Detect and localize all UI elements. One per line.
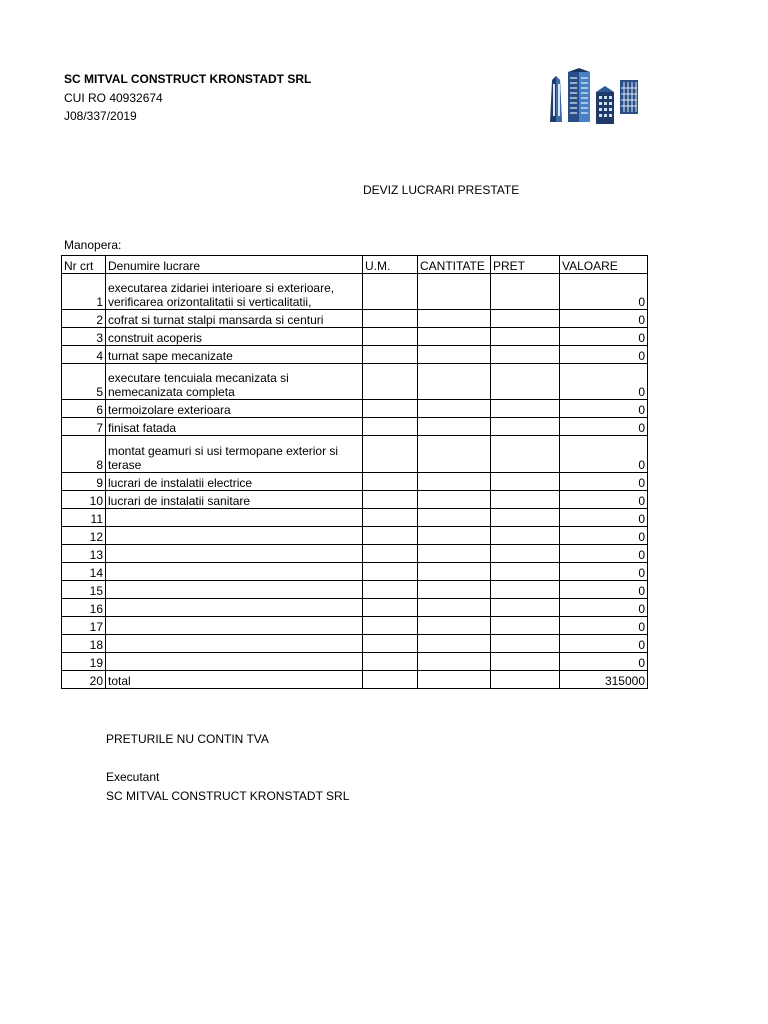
cell-price <box>491 364 560 400</box>
cell-um <box>363 418 418 436</box>
cell-um <box>363 436 418 473</box>
header-price: PRET <box>491 256 560 274</box>
cell-price <box>491 527 560 545</box>
cell-value: 0 <box>560 418 648 436</box>
cell-name: construit acoperis <box>106 328 363 346</box>
cell-nr: 6 <box>62 400 106 418</box>
table-row <box>62 527 648 545</box>
cell-value: 0 <box>560 545 648 563</box>
table-row <box>62 418 648 436</box>
cell-value: 0 <box>560 473 648 491</box>
cell-um <box>363 653 418 671</box>
cell-name: finisat fatada <box>106 418 363 436</box>
cell-nr: 2 <box>62 310 106 328</box>
cell-nr: 12 <box>62 527 106 545</box>
cell-price <box>491 563 560 581</box>
cell-qty <box>418 545 491 563</box>
header-qty: CANTITATE <box>418 256 491 274</box>
cell-name <box>106 563 363 581</box>
table-row <box>62 328 648 346</box>
cell-value: 0 <box>560 310 648 328</box>
cell-nr: 7 <box>62 418 106 436</box>
cell-nr: 1 <box>62 274 106 310</box>
cell-value: 0 <box>560 599 648 617</box>
cell-um <box>363 400 418 418</box>
cell-qty <box>418 599 491 617</box>
cell-um <box>363 509 418 527</box>
cell-price <box>491 653 560 671</box>
cell-value: 0 <box>560 491 648 509</box>
company-cui: CUI RO 40932674 <box>64 90 163 105</box>
cell-name <box>106 617 363 635</box>
cell-um <box>363 563 418 581</box>
table-row <box>62 635 648 653</box>
cell-um <box>363 635 418 653</box>
cell-name <box>106 509 363 527</box>
cell-nr: 16 <box>62 599 106 617</box>
cell-value: 0 <box>560 635 648 653</box>
cell-value: 0 <box>560 509 648 527</box>
cell-name <box>106 545 363 563</box>
cell-price <box>491 328 560 346</box>
cell-um <box>363 671 418 689</box>
cell-price <box>491 671 560 689</box>
table-row <box>62 509 648 527</box>
cell-qty <box>418 346 491 364</box>
cell-qty <box>418 563 491 581</box>
cell-price <box>491 509 560 527</box>
cell-value: 0 <box>560 653 648 671</box>
city-buildings-icon <box>546 66 642 126</box>
cell-qty <box>418 581 491 599</box>
cell-um <box>363 491 418 509</box>
cell-price <box>491 635 560 653</box>
cell-value: 0 <box>560 527 648 545</box>
table-row <box>62 671 648 689</box>
cell-qty <box>418 310 491 328</box>
cell-value: 0 <box>560 436 648 473</box>
cell-price <box>491 491 560 509</box>
cell-nr: 10 <box>62 491 106 509</box>
quote-table <box>61 255 648 689</box>
cell-value: 0 <box>560 400 648 418</box>
cell-name <box>106 653 363 671</box>
cell-value: 0 <box>560 581 648 599</box>
cell-name <box>106 581 363 599</box>
table-row <box>62 599 648 617</box>
cell-price <box>491 617 560 635</box>
cell-qty <box>418 509 491 527</box>
cell-value: 0 <box>560 274 648 310</box>
cell-price <box>491 473 560 491</box>
cell-name: termoizolare exterioara <box>106 400 363 418</box>
cell-qty <box>418 527 491 545</box>
table-row <box>62 473 648 491</box>
cell-um <box>363 346 418 364</box>
cell-name <box>106 635 363 653</box>
cell-name: cofrat si turnat stalpi mansarda si centuri <box>106 310 363 328</box>
cell-price <box>491 436 560 473</box>
company-name: SC MITVAL CONSTRUCT KRONSTADT SRL <box>64 72 312 86</box>
cell-nr: 3 <box>62 328 106 346</box>
cell-price <box>491 599 560 617</box>
cell-nr: 19 <box>62 653 106 671</box>
cell-um <box>363 310 418 328</box>
cell-price <box>491 310 560 328</box>
cell-um <box>363 473 418 491</box>
table-header-row <box>62 256 648 274</box>
company-header <box>64 70 311 126</box>
cell-name <box>106 599 363 617</box>
cell-nr: 9 <box>62 473 106 491</box>
cell-nr: 18 <box>62 635 106 653</box>
cell-name: total <box>106 671 363 689</box>
table-row <box>62 563 648 581</box>
cell-price <box>491 545 560 563</box>
cell-nr: 4 <box>62 346 106 364</box>
cell-nr: 14 <box>62 563 106 581</box>
cell-name: lucrari de instalatii sanitare <box>106 491 363 509</box>
section-label: Manopera: <box>64 238 122 252</box>
cell-qty <box>418 274 491 310</box>
cell-name: executare tencuiala mecanizata si nemecanizata completa <box>106 364 363 400</box>
cell-qty <box>418 418 491 436</box>
cell-value: 0 <box>560 364 648 400</box>
header-um: U.M. <box>363 256 418 274</box>
executant-block <box>106 768 349 805</box>
cell-price <box>491 418 560 436</box>
cell-value: 0 <box>560 328 648 346</box>
cell-um <box>363 581 418 599</box>
table-row <box>62 274 648 310</box>
cell-um <box>363 527 418 545</box>
cell-qty <box>418 635 491 653</box>
cell-nr: 17 <box>62 617 106 635</box>
cell-value: 315000 <box>560 671 648 689</box>
table-row <box>62 436 648 473</box>
cell-um <box>363 328 418 346</box>
cell-name: montat geamuri si usi termopane exterior si terase <box>106 436 363 473</box>
cell-um <box>363 617 418 635</box>
table-row <box>62 491 648 509</box>
cell-value: 0 <box>560 617 648 635</box>
company-registration: J08/337/2019 <box>64 109 137 123</box>
cell-nr: 5 <box>62 364 106 400</box>
cell-qty <box>418 491 491 509</box>
table-row <box>62 310 648 328</box>
cell-name <box>106 527 363 545</box>
table-row <box>62 400 648 418</box>
cell-name: lucrari de instalatii electrice <box>106 473 363 491</box>
cell-price <box>491 346 560 364</box>
cell-qty <box>418 473 491 491</box>
table-row <box>62 581 648 599</box>
document-title: DEVIZ LUCRARI PRESTATE <box>363 183 520 197</box>
table-row <box>62 617 648 635</box>
cell-nr: 15 <box>62 581 106 599</box>
cell-qty <box>418 653 491 671</box>
cell-price <box>491 274 560 310</box>
table-row <box>62 364 648 400</box>
cell-price <box>491 400 560 418</box>
cell-nr: 13 <box>62 545 106 563</box>
cell-nr: 20 <box>62 671 106 689</box>
cell-um <box>363 364 418 400</box>
cell-qty <box>418 364 491 400</box>
executant-name: SC MITVAL CONSTRUCT KRONSTADT SRL <box>106 788 350 803</box>
header-name: Denumire lucrare <box>106 256 363 274</box>
cell-price <box>491 581 560 599</box>
cell-um <box>363 545 418 563</box>
cell-qty <box>418 436 491 473</box>
table-row <box>62 653 648 671</box>
cell-um <box>363 274 418 310</box>
cell-qty <box>418 400 491 418</box>
cell-value: 0 <box>560 563 648 581</box>
table-row <box>62 545 648 563</box>
header-nr: Nr crt <box>62 256 106 274</box>
cell-name: executarea zidariei interioare si exterioare, verificarea orizontalitatii si verticalitatii, <box>106 274 363 310</box>
cell-qty <box>418 328 491 346</box>
executant-label: Executant <box>106 770 160 784</box>
cell-qty <box>418 671 491 689</box>
cell-name: turnat sape mecanizate <box>106 346 363 364</box>
cell-nr: 11 <box>62 509 106 527</box>
table-row <box>62 346 648 364</box>
cell-qty <box>418 617 491 635</box>
cell-value: 0 <box>560 346 648 364</box>
header-value: VALOARE <box>560 256 648 274</box>
cell-um <box>363 599 418 617</box>
vat-note: PRETURILE NU CONTIN TVA <box>106 732 269 746</box>
cell-nr: 8 <box>62 436 106 473</box>
